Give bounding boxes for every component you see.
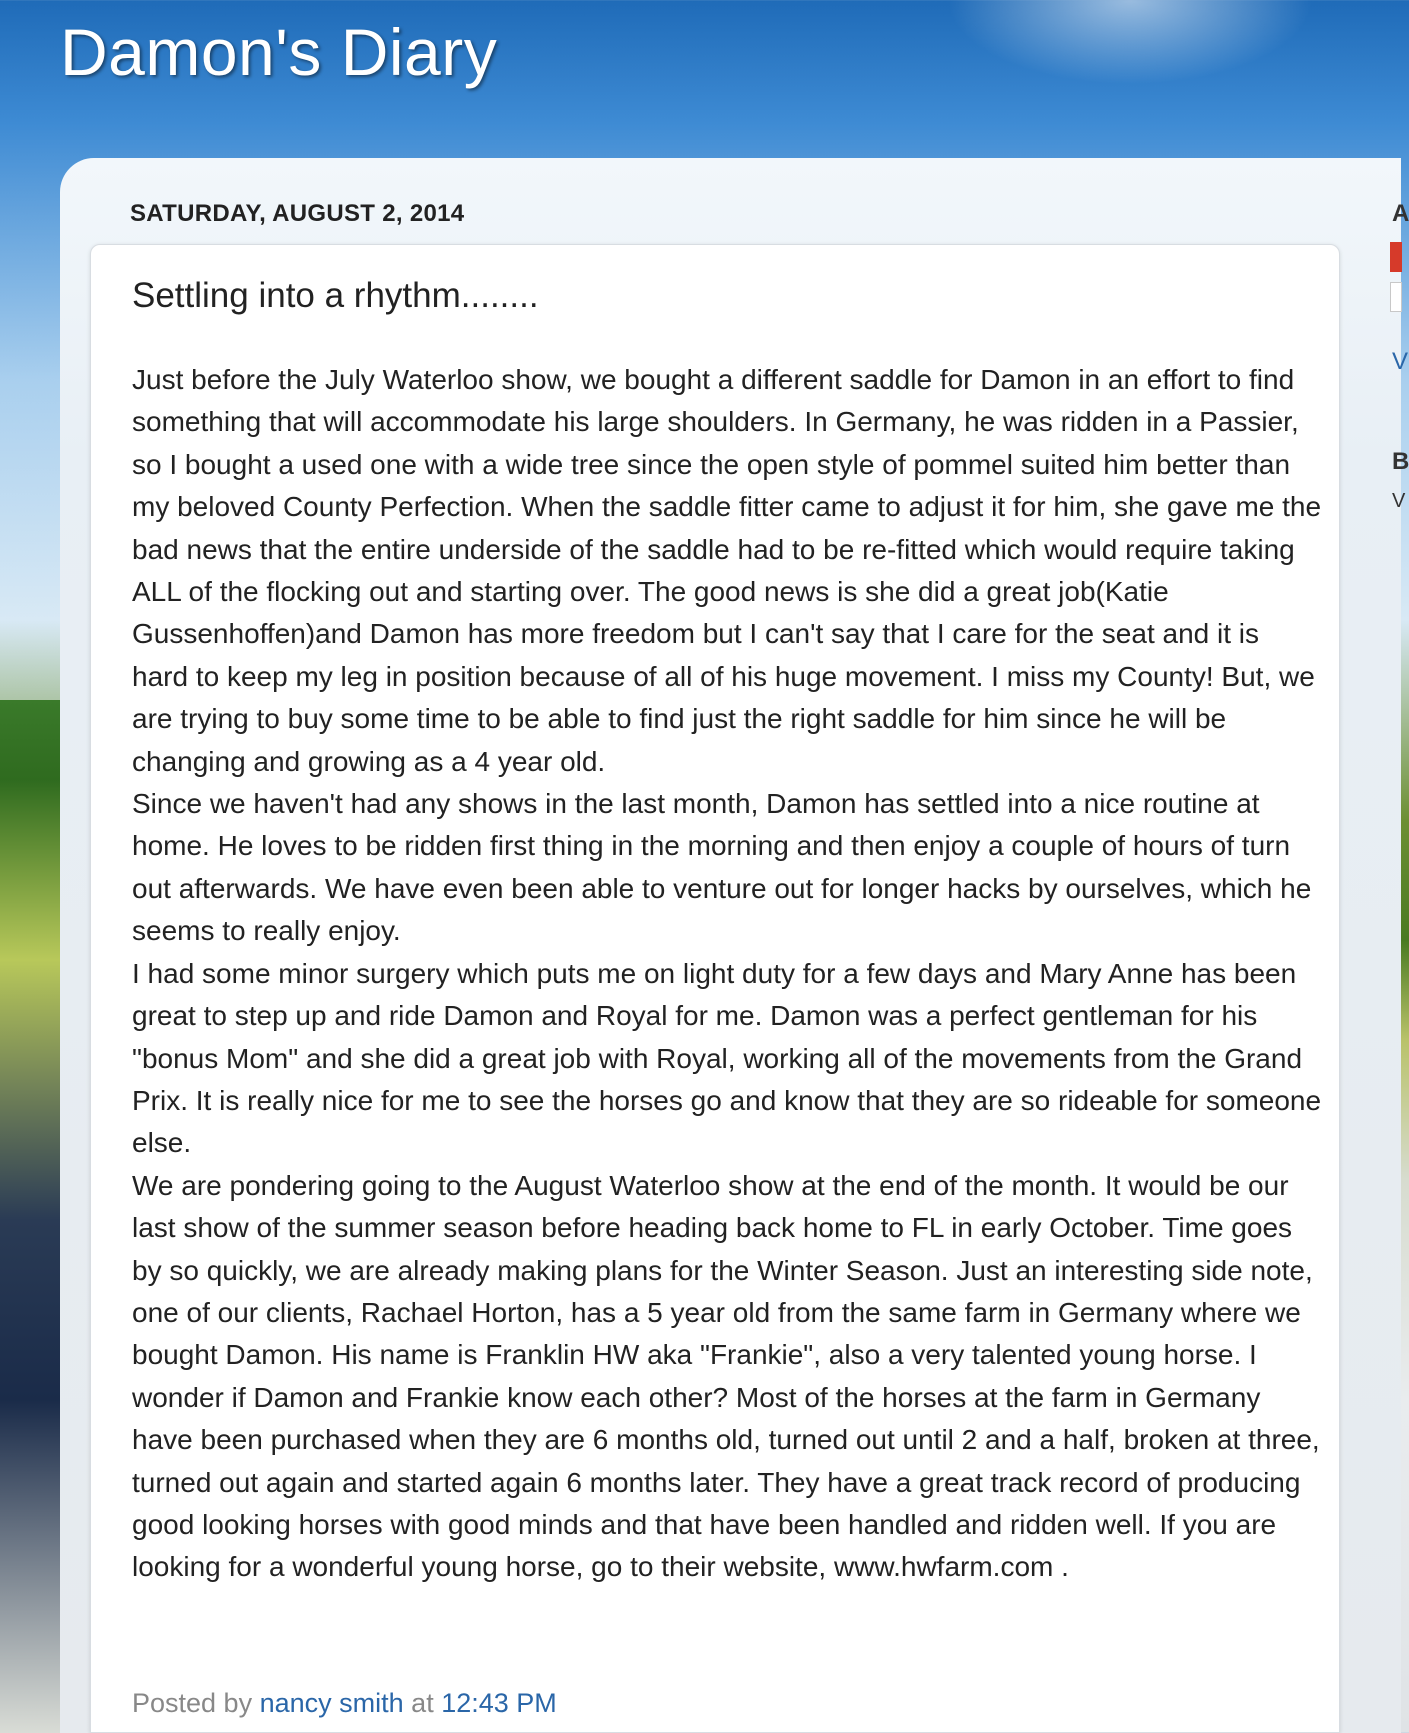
- sidebar-heading-2: B: [1392, 448, 1409, 475]
- follow-button-icon[interactable]: [1390, 242, 1402, 272]
- at-label: at: [411, 1688, 434, 1718]
- post-footer: [132, 1688, 557, 1719]
- sidebar-heading-1: A: [1392, 200, 1409, 227]
- post-title[interactable]: Settling into a rhythm........: [132, 276, 539, 315]
- post-paragraph-1: Just before the July Waterloo show, we bought a different saddle for Damon in an effort to find something that will accommodate his large shoulders. In Germany, he was ridden in a Passier, so I bought a used one with a wide tree since the open style of pommel suited him better than my beloved County Perfection. When the saddle fitter came to adjust it for him, she gave me the bad news that the entire underside of the saddle had to be re-fitted which would require taking ALL of the flocking out and starting over. The good news is she did a great job(Katie Gussenhoffen)and Damon has more freedom but I can't say that I care for the seat and it is hard to keep my leg in position because of all of his huge movement. I miss my County! But, we are trying to buy some time to be able to find just the right saddle for him since he will be changing and growing as a 4 year old.: [132, 364, 1322, 777]
- post-body: [132, 359, 1322, 1589]
- follower-count-badge: [1390, 282, 1402, 312]
- sidebar-cutoff: [1390, 200, 1409, 600]
- sidebar-link-1[interactable]: V: [1392, 348, 1409, 375]
- blog-title[interactable]: Damon's Diary: [60, 15, 498, 89]
- author-link[interactable]: nancy smith: [259, 1688, 404, 1718]
- post-date-header: SATURDAY, AUGUST 2, 2014: [130, 200, 465, 227]
- post-time-link[interactable]: 12:43 PM: [441, 1688, 557, 1718]
- posted-by-label: Posted by: [132, 1688, 253, 1718]
- sidebar-archive-toggle-icon[interactable]: V: [1392, 490, 1406, 512]
- post-paragraph-4: We are pondering going to the August Waterloo show at the end of the month. It would be our last show of the summer season before heading back home to FL in early October. Time goes by so quickly, we are already making plans for the Winter Season. Just an interesting side note, one of our clients, Rachael Horton, has a 5 year old from the same farm in Germany where we bought Damon. His name is Franklin HW aka "Frankie", also a very talented young horse. I wonder if Damon and Frankie know each other? Most of the horses at the farm in Germany have been purchased when they are 6 months old, turned out until 2 and a half, broken at three, turned out again and started again 6 months later. They have a great track record of producing good looking horses with good minds and that have been handled and ridden well. If you are looking for a wonderful young horse, go to their website, www.hwfarm.com .: [132, 1169, 1320, 1583]
- post-paragraph-2: Since we haven't had any shows in the last month, Damon has settled into a nice routine at home. He loves to be ridden first thing in the morning and then enjoy a couple of hours of turn out afterwards. We have even been able to venture out for longer hacks by ourselves, which he seems to really enjoy.: [132, 788, 1312, 947]
- post-paragraph-3: I had some minor surgery which puts me on light duty for a few days and Mary Anne has been great to step up and ride Damon and Royal for me. Damon was a perfect gentleman for his "bonus Mom" and she did a great job with Royal, working all of the movements from the Grand Prix. It is really nice for me to see the horses go and know that they are so rideable for someone else.: [132, 957, 1322, 1159]
